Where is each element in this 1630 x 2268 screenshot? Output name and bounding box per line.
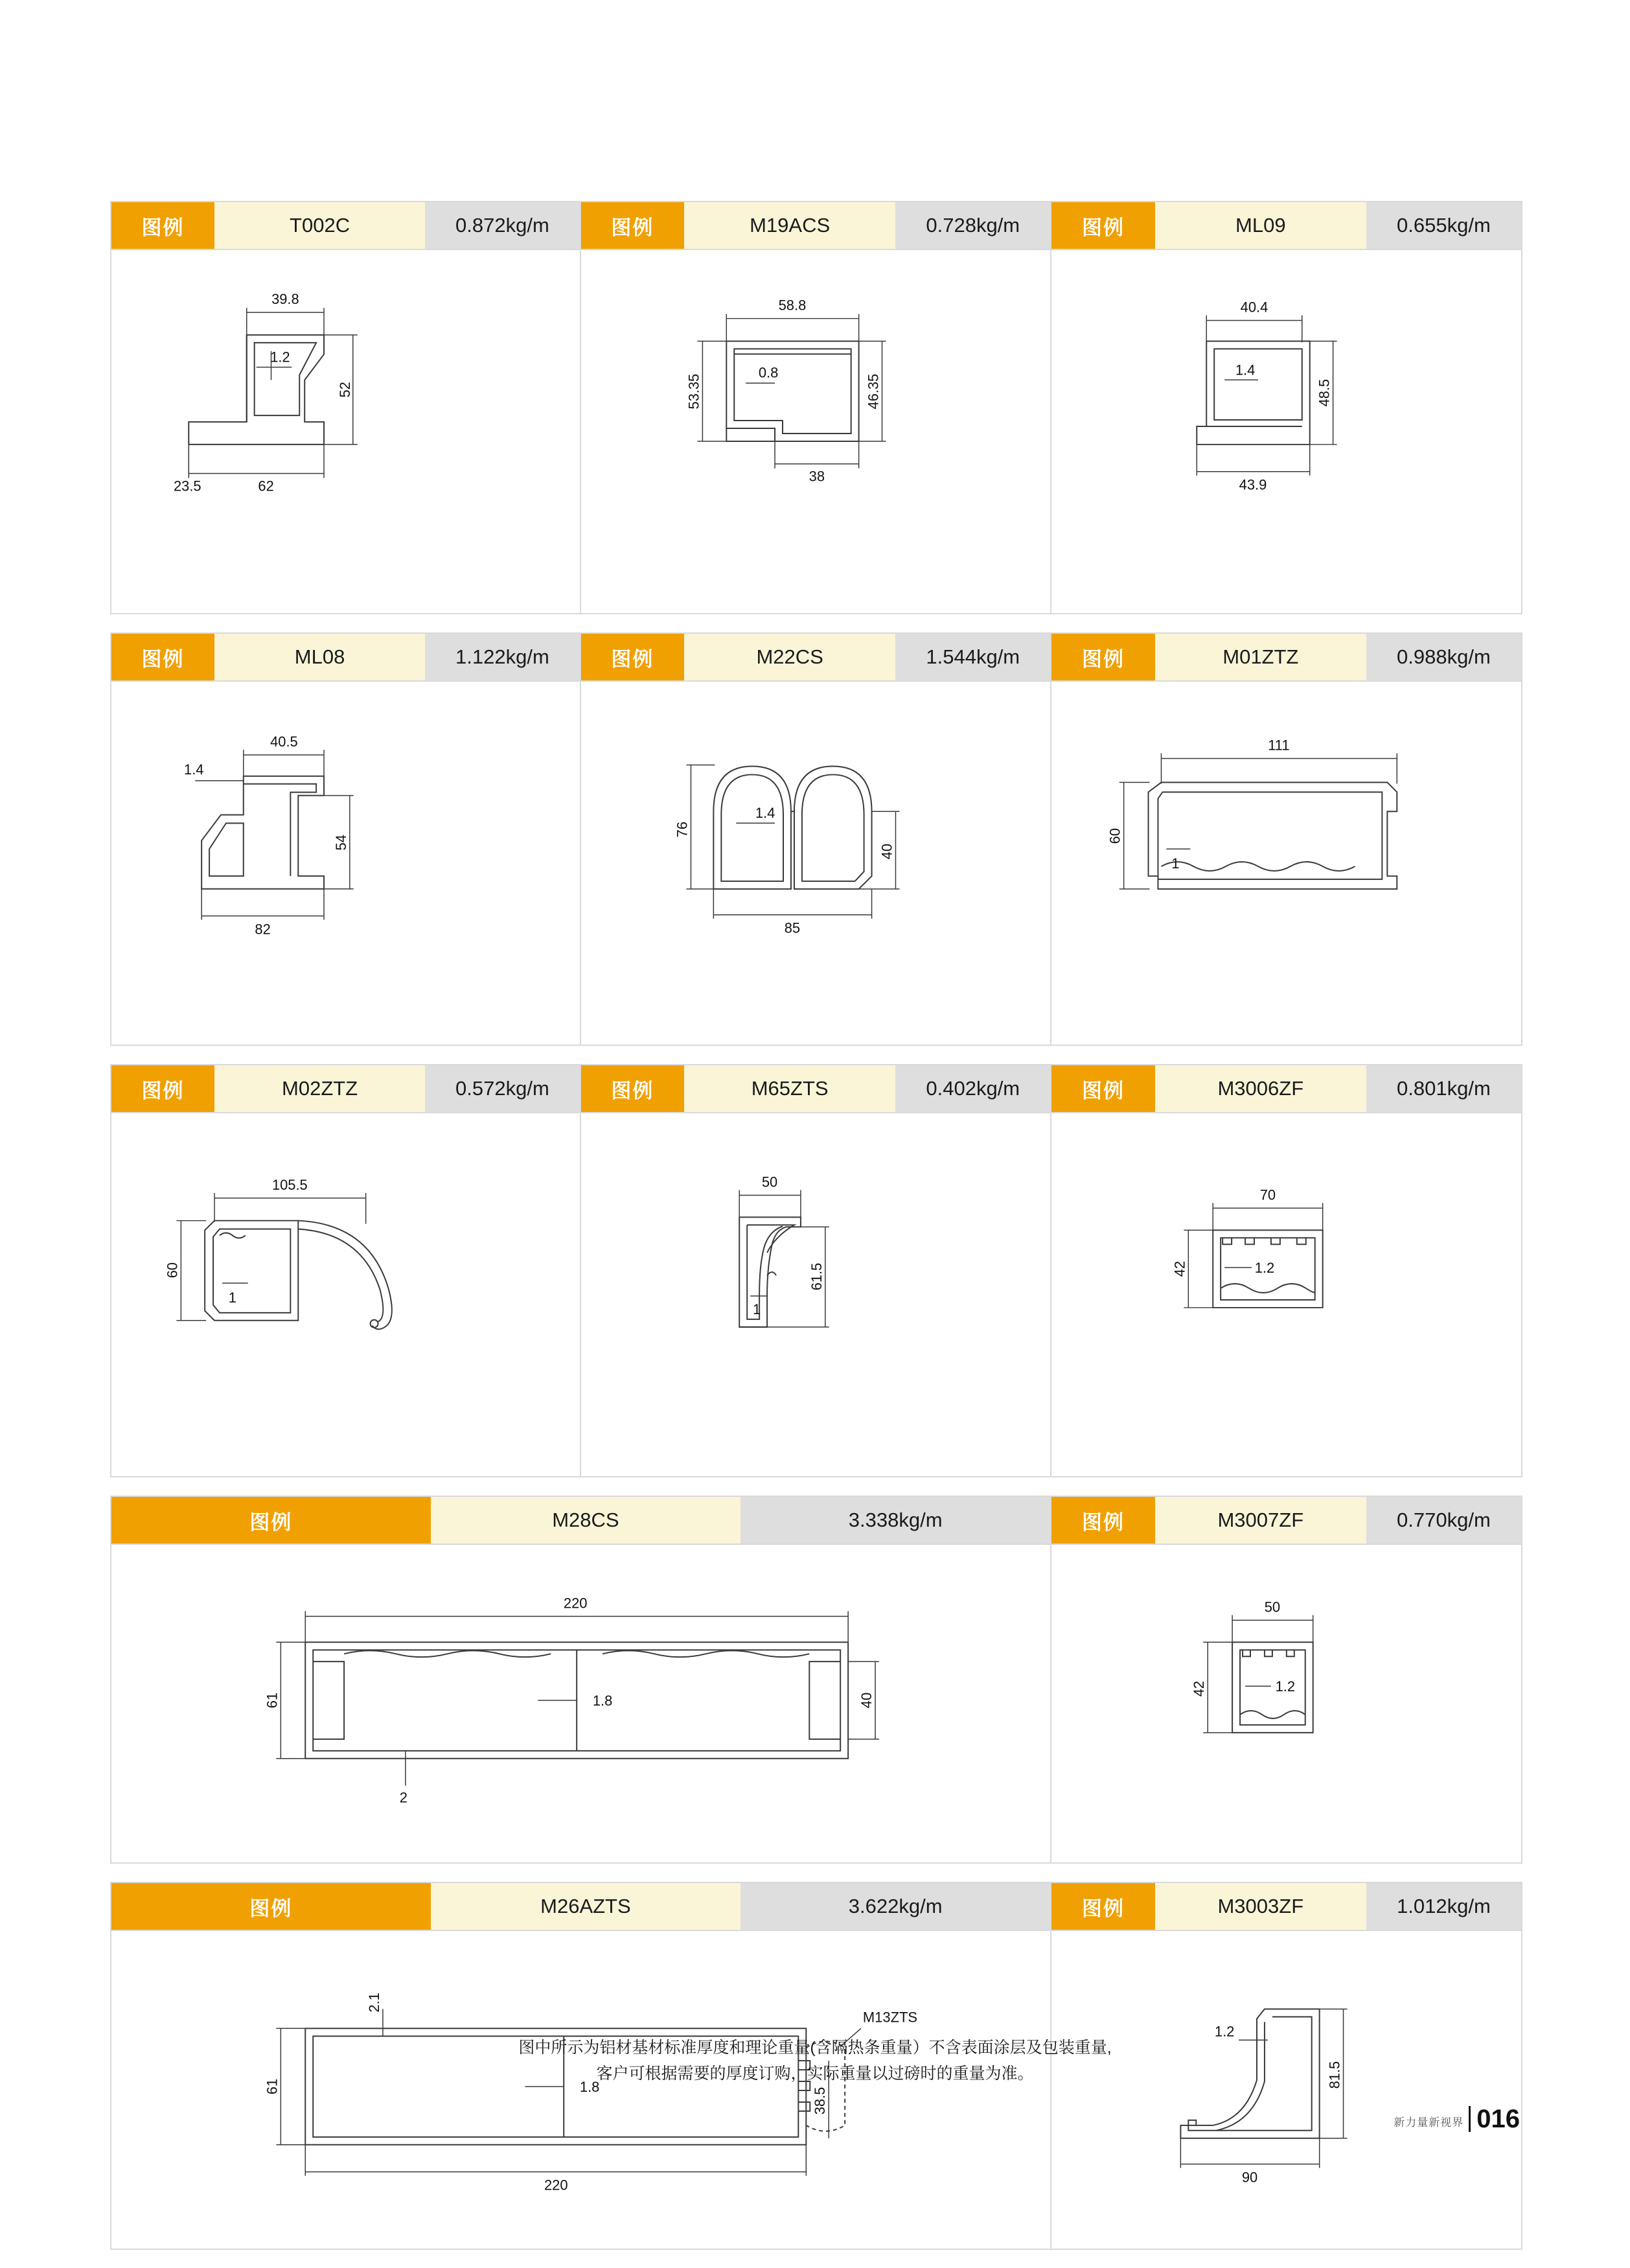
profile-row <box>110 1496 1522 1864</box>
dim-label: 48.5 <box>1316 378 1333 407</box>
dim-label: 76 <box>674 821 691 838</box>
profile-weight: 3.622kg/m <box>740 1883 1050 1930</box>
profile-weight: 0.801kg/m <box>1366 1065 1521 1112</box>
legend-tag: 图例 <box>111 1065 214 1112</box>
cell-body <box>111 682 580 1045</box>
profile-weight: 0.988kg/m <box>1366 634 1521 680</box>
page-footer <box>1394 2106 1520 2132</box>
dim-label: 1 <box>1171 855 1180 872</box>
cell-body <box>581 1113 1051 1476</box>
profile-cell-m28cs <box>110 1496 1051 1864</box>
profile-code: M65ZTS <box>684 1065 895 1112</box>
dim-label: 0.8 <box>758 364 778 381</box>
profile-code: M02ZTZ <box>214 1065 425 1112</box>
cell-header <box>1051 1497 1521 1545</box>
profile-weight: 0.655kg/m <box>1366 202 1521 249</box>
page-number: 016 <box>1469 2106 1520 2132</box>
profile-drawing-ml08 <box>111 682 580 1045</box>
dim-label: 40.5 <box>270 734 298 750</box>
dim-label: 70 <box>1260 1186 1276 1203</box>
dim-label: 1.2 <box>1275 1678 1296 1695</box>
dim-label: 40 <box>858 1692 875 1709</box>
dim-label: 1.2 <box>1255 1260 1275 1277</box>
legend-tag: 图例 <box>111 1883 431 1930</box>
cell-header <box>1051 1065 1521 1113</box>
legend-tag: 图例 <box>1051 634 1154 680</box>
legend-tag: 图例 <box>1051 1883 1154 1930</box>
cell-body <box>1051 1113 1521 1476</box>
profile-weight: 0.402kg/m <box>895 1065 1050 1112</box>
annotation-label: M13ZTS <box>862 2009 918 2026</box>
dim-label: 54 <box>332 835 349 851</box>
profile-drawing-m02ztz <box>111 1113 580 1476</box>
dim-label: 1 <box>228 1289 236 1306</box>
profile-code: ML09 <box>1155 202 1366 249</box>
cell-header <box>111 1883 1050 1931</box>
legend-tag: 图例 <box>111 634 214 680</box>
profile-drawing-m3006zf <box>1051 1113 1521 1476</box>
dim-label: 220 <box>563 1595 588 1612</box>
cell-body <box>1051 682 1521 1045</box>
dim-label: 61 <box>264 2078 281 2095</box>
profile-weight: 0.728kg/m <box>895 202 1050 249</box>
cell-header <box>581 202 1051 250</box>
cell-body <box>111 1545 1050 1862</box>
profile-code: M22CS <box>684 634 895 680</box>
dim-label: 58.8 <box>778 297 806 314</box>
cell-body <box>1051 1545 1521 1862</box>
dim-label: 1.8 <box>592 1692 613 1709</box>
profile-code: M19ACS <box>684 202 895 249</box>
profile-cell-m3007zf <box>1051 1496 1522 1864</box>
cell-header <box>1051 202 1521 250</box>
profile-code: T002C <box>214 202 425 249</box>
profile-weight: 1.544kg/m <box>895 634 1050 680</box>
dim-label: 46.35 <box>865 373 882 410</box>
dim-label: 61 <box>264 1692 281 1709</box>
profile-cell-t002c <box>110 201 581 614</box>
dim-label: 111 <box>1268 737 1290 754</box>
dim-label: 60 <box>164 1262 181 1279</box>
profile-code: M3007ZF <box>1155 1497 1366 1544</box>
cell-header <box>581 1065 1051 1113</box>
profile-cell-ml08 <box>110 632 581 1046</box>
dim-label: 90 <box>1242 2169 1258 2186</box>
cell-header <box>1051 1883 1521 1931</box>
dim-label: 38 <box>809 468 825 485</box>
cell-body <box>1051 1931 1521 2249</box>
cell-header <box>1051 634 1521 682</box>
cell-header <box>111 202 580 250</box>
profile-drawing-m3007zf <box>1051 1545 1521 1862</box>
profile-weight: 1.122kg/m <box>425 634 579 680</box>
cell-body <box>581 682 1051 1045</box>
dim-label: 42 <box>1171 1260 1188 1277</box>
cell-body <box>1051 250 1521 613</box>
legend-tag: 图例 <box>581 202 684 249</box>
profile-drawing-m28cs <box>111 1545 1050 1862</box>
cell-body <box>111 1113 580 1476</box>
dim-label: 60 <box>1107 827 1124 844</box>
dim-label: 52 <box>336 382 353 398</box>
dim-label: 85 <box>784 920 800 936</box>
profile-row <box>110 201 1522 614</box>
dim-label: 1.2 <box>270 349 290 365</box>
dim-label: 1.8 <box>579 2078 600 2095</box>
dim-label: 1.2 <box>1215 2023 1235 2040</box>
profile-code: M26AZTS <box>431 1883 740 1930</box>
profile-code: ML08 <box>214 634 425 680</box>
dim-label: 43.9 <box>1239 476 1267 493</box>
cell-header <box>581 634 1051 682</box>
profile-drawing-m65zts <box>581 1113 1051 1476</box>
dim-label: 81.5 <box>1326 2061 1343 2089</box>
legend-tag: 图例 <box>1051 202 1154 249</box>
legend-tag: 图例 <box>111 1497 431 1544</box>
footer-note <box>0 2035 1630 2087</box>
footer-note-line-1: 图中所示为铝材基材标准厚度和理论重量(含隔热条重量）不含表面涂层及包装重量, <box>518 2039 1112 2057</box>
profile-row <box>110 632 1522 1046</box>
legend-tag: 图例 <box>111 202 214 249</box>
dim-label: 40 <box>878 843 895 860</box>
cell-header <box>111 1065 580 1113</box>
dim-label: 42 <box>1191 1680 1208 1697</box>
profile-drawing-m3003zf <box>1051 1931 1521 2249</box>
dim-label: 40.4 <box>1241 299 1268 316</box>
brand-label: 新力量新视界 <box>1394 2116 1464 2129</box>
dim-label: 61.5 <box>808 1262 825 1291</box>
dim-label: 220 <box>544 2177 568 2193</box>
legend-tag: 图例 <box>581 1065 684 1112</box>
cell-header <box>111 1497 1050 1545</box>
profile-code: M28CS <box>431 1497 740 1544</box>
dim-label: 50 <box>1265 1599 1281 1615</box>
profile-weight: 0.872kg/m <box>425 202 579 249</box>
dim-label: 50 <box>761 1174 777 1190</box>
profile-drawing-t002c <box>111 250 580 613</box>
dim-label: 2 <box>399 1789 408 1806</box>
profile-code: M01ZTZ <box>1155 634 1366 680</box>
dim-label: 82 <box>255 921 271 938</box>
profile-drawing-m01ztz <box>1051 682 1521 1045</box>
profile-cell-m3006zf <box>1051 1064 1522 1477</box>
dim-label: 53.35 <box>685 373 702 410</box>
profile-weight: 1.012kg/m <box>1366 1883 1521 1930</box>
cell-body <box>581 250 1051 613</box>
profile-cell-ml09 <box>1051 201 1522 614</box>
legend-tag: 图例 <box>1051 1065 1154 1112</box>
dim-label: 38.5 <box>812 2087 829 2115</box>
profile-code: M3003ZF <box>1155 1883 1366 1930</box>
profile-table <box>110 201 1522 2268</box>
dim-label: 1 <box>752 1301 761 1317</box>
profile-weight: 3.338kg/m <box>740 1497 1050 1544</box>
dim-label: 2.1 <box>365 1993 382 2013</box>
footer-note-line-2: 客户可根据需要的厚度订购，实际重量以过磅时的重量为准。 <box>596 2065 1034 2083</box>
profile-cell-m02ztz <box>110 1064 581 1477</box>
profile-drawing-m22cs <box>581 682 1051 1045</box>
dim-label: 1.4 <box>755 805 775 822</box>
profile-cell-m22cs <box>581 632 1052 1046</box>
profile-row <box>110 1064 1522 1477</box>
legend-tag: 图例 <box>1051 1497 1154 1544</box>
dim-label: 39.8 <box>271 291 299 308</box>
profile-cell-m65zts <box>581 1064 1052 1477</box>
dim-label: 23.5 <box>174 478 201 494</box>
profile-cell-m19acs <box>581 201 1052 614</box>
dim-label: 1.4 <box>1235 362 1256 378</box>
cell-body <box>111 250 580 613</box>
dim-label: 105.5 <box>271 1176 308 1193</box>
profile-drawing-m19acs <box>581 250 1051 613</box>
profile-weight: 0.572kg/m <box>425 1065 579 1112</box>
legend-tag: 图例 <box>581 634 684 680</box>
dim-label: 62 <box>258 478 274 494</box>
profile-cell-m01ztz <box>1051 632 1522 1046</box>
profile-drawing-ml09 <box>1051 250 1521 613</box>
cell-body <box>111 1931 1050 2249</box>
profile-weight: 0.770kg/m <box>1366 1497 1521 1544</box>
cell-header <box>111 634 580 682</box>
dim-label: 1.4 <box>184 761 204 778</box>
profile-drawing-m26azts <box>111 1931 1050 2249</box>
profile-code: M3006ZF <box>1155 1065 1366 1112</box>
